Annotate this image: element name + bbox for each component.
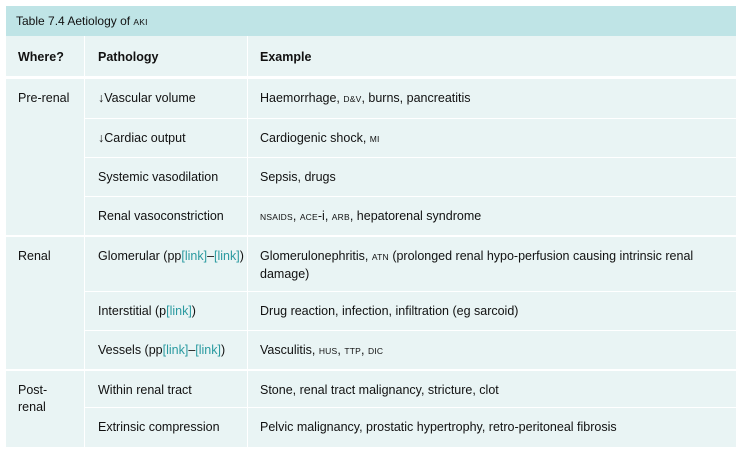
caption-abbr: AKI <box>133 17 148 27</box>
pathology-cell: Extrinsic compression <box>84 407 247 447</box>
group-pre-renal: Pre-renal <box>18 91 70 105</box>
example-cell: Drug reaction, infection, infiltration (eg sarcoid) <box>247 291 736 330</box>
example-text: , burns, pancreatitis <box>361 91 471 105</box>
table-row <box>6 235 736 291</box>
pathology-cell: Systemic vasodilation <box>84 157 247 196</box>
table-row <box>6 407 736 447</box>
page-link[interactable]: [link] <box>214 249 240 263</box>
header-example: Example <box>247 36 736 79</box>
page-link[interactable]: [link] <box>181 249 208 263</box>
pathology-text: ) <box>220 343 226 357</box>
header-row <box>6 36 736 79</box>
pathology-text: – <box>207 249 215 263</box>
example-abbr: ATN <box>371 252 389 262</box>
example-cell <box>247 196 736 235</box>
pathology-cell: Renal vasoconstriction <box>84 196 247 235</box>
pathology-text: Glomerular (pp <box>98 249 182 263</box>
example-text: Glomerulonephritis, <box>260 249 372 263</box>
table-row <box>6 291 736 330</box>
example-cell <box>247 235 736 291</box>
pathology-text: Vessels (pp <box>98 343 163 357</box>
pathology-text: – <box>188 343 196 357</box>
table-row <box>6 118 736 157</box>
pathology-text: Interstitial (p <box>98 304 167 318</box>
pathology-cell <box>84 291 247 330</box>
aki-aetiology-table-wrapper <box>6 6 736 447</box>
example-text: , <box>337 343 345 357</box>
page-link[interactable]: [link] <box>166 304 192 318</box>
example-abbr: DIC <box>367 346 384 356</box>
group-renal: Renal <box>6 235 84 369</box>
example-abbr: ACE <box>299 212 318 222</box>
pathology-text: ) <box>191 304 196 318</box>
example-text: -i, <box>317 209 332 223</box>
example-abbr: ARB <box>331 212 350 222</box>
example-abbr: HUS <box>318 346 338 356</box>
example-text: Haemorrhage, <box>260 91 344 105</box>
page-link[interactable]: [link] <box>162 343 189 357</box>
example-cell <box>247 330 736 369</box>
example-text: , <box>292 209 300 223</box>
table-row <box>6 330 736 369</box>
example-cell: Pelvic malignancy, prostatic hypertrophy, retro-peritoneal fibrosis <box>247 407 736 447</box>
example-abbr: MI <box>369 134 380 144</box>
example-text: (prolonged renal hypo-perfusion causing intrinsic renal damage) <box>260 249 694 281</box>
page-link[interactable]: [link] <box>195 343 221 357</box>
caption-text: Table 7.4 Aetiology of <box>16 14 134 28</box>
example-abbr: TTP <box>344 346 361 356</box>
header-where: Where? <box>6 36 84 79</box>
aetiology-table <box>6 36 736 447</box>
table-caption <box>6 6 736 36</box>
example-abbr: D&V <box>343 94 362 104</box>
pathology-cell <box>84 330 247 369</box>
example-cell <box>247 118 736 157</box>
example-text: , <box>360 343 368 357</box>
table-row <box>6 369 736 407</box>
pathology-cell <box>84 235 247 291</box>
header-pathology: Pathology <box>84 36 247 79</box>
example-text: Vasculitis, <box>260 343 319 357</box>
pathology-text: ) <box>239 249 244 263</box>
example-text: , hepatorenal syndrome <box>349 209 482 223</box>
example-cell: Sepsis, drugs <box>247 157 736 196</box>
pathology-cell: ↓Vascular volume <box>84 79 247 118</box>
table-row <box>6 79 736 118</box>
pathology-cell: Within renal tract <box>84 369 247 407</box>
example-cell: Stone, renal tract malignancy, stricture, clot <box>247 369 736 407</box>
table-row <box>6 157 736 196</box>
example-text: Cardiogenic shock, <box>260 131 370 145</box>
pathology-cell: ↓Cardiac output <box>84 118 247 157</box>
example-abbr: NSAIDS <box>260 212 293 222</box>
table-row <box>6 196 736 235</box>
example-cell <box>247 79 736 118</box>
group-post-renal: Post-renal <box>6 369 84 447</box>
